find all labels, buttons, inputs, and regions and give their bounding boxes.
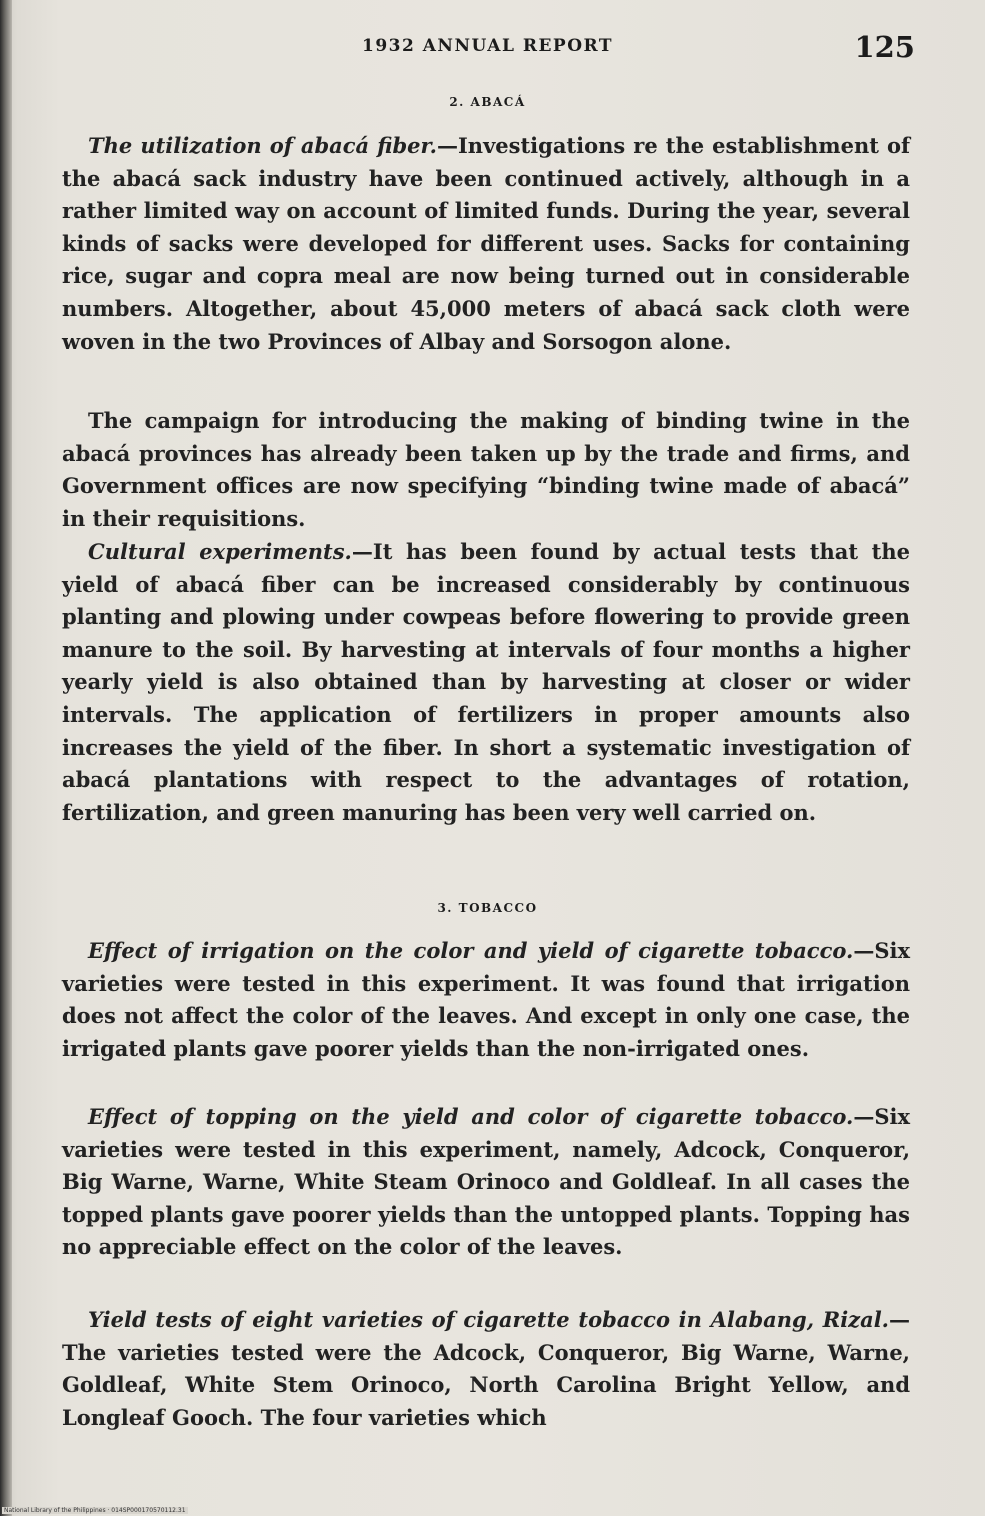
paragraph-binding-twine: [62, 405, 910, 535]
section-heading-tobacco: 3. TOBACCO: [437, 901, 538, 915]
book-spine-shadow: [0, 0, 12, 1516]
paragraph-text: —It has been found by actual tests that the yield of abacá fiber can be increased considerably by continuous planting and plowing under cowpeas before flowering to provide green manure to the soil. By harvesting at intervals of four months a higher yearly yield is also obtained than by harvesting at closer or wider intervals. The application of fertilizers in proper amounts also increases the yield of the fiber. In short a systematic investigation of abacá plantations with respect to the advantages of rotation, fertilization, and green manuring has been very well carried on.: [62, 539, 910, 825]
paragraph-lead: Effect of irrigation on the color and yield of cigarette tobacco.: [88, 938, 854, 963]
paragraph-topping-effect: [62, 1101, 910, 1264]
running-head: 1932 ANNUAL REPORT: [361, 36, 614, 56]
paragraph-text: —Six varieties were tested in this experiment. It was found that irrigation does not affect the color of the leaves. And except in only one case, the irrigated plants gave poorer yields than the non-irrigated ones.: [62, 938, 910, 1061]
page-header: [60, 30, 915, 70]
page-number: 125: [854, 30, 915, 64]
paragraph-text: The campaign for introducing the making of binding twine in the abacá provinces has already been taken up by the trade and firms, and Government offices are now specifying “binding twine made of abacá” in their requisitions.: [62, 408, 910, 531]
paragraph-cultural-experiments: [62, 536, 910, 829]
paragraph-lead: Yield tests of eight varieties of cigarette tobacco in Alabang, Rizal.: [88, 1307, 889, 1332]
paragraph-text: —Investigations re the establishment of the abacá sack industry have been continued actively, although in a rather limited way on account of limited funds. During the year, several kinds of sacks were developed for different uses. Sacks for containing rice, sugar and copra meal are now being turned out in considerable numbers. Altogether, about 45,000 meters of abacá sack cloth were woven in the two Provinces of Albay and Sorsogon alone.: [62, 133, 911, 354]
section-heading-abaca: 2. ABACÁ: [449, 95, 526, 109]
paragraph-text: —Six varieties were tested in this experiment, namely, Adcock, Conqueror, Big Warne, Warne, White Steam Orinoco and Goldleaf. In all cases the topped plants gave poorer yields than the untopped plants. Topping has no appreciable effect on the color of the leaves.: [62, 1104, 910, 1260]
paragraph-lead: The utilization of abacá fiber.: [88, 133, 437, 158]
paragraph-yield-tests: [62, 1304, 910, 1434]
paragraph-abaca-fiber-utilization: [62, 130, 910, 358]
paragraph-irrigation-effect: [62, 935, 910, 1065]
paragraph-text: —The varieties tested were the Adcock, Conqueror, Big Warne, Warne, Goldleaf, White Stem Orinoco, North Carolina Bright Yellow, and Longleaf Gooch. The four varieties which: [62, 1307, 910, 1430]
paragraph-lead: Cultural experiments.: [88, 539, 352, 564]
library-scan-tag: National Library of the Philippines · 014SP000170570112.31: [4, 1507, 186, 1514]
paragraph-lead: Effect of topping on the yield and color of cigarette tobacco.: [88, 1104, 854, 1129]
